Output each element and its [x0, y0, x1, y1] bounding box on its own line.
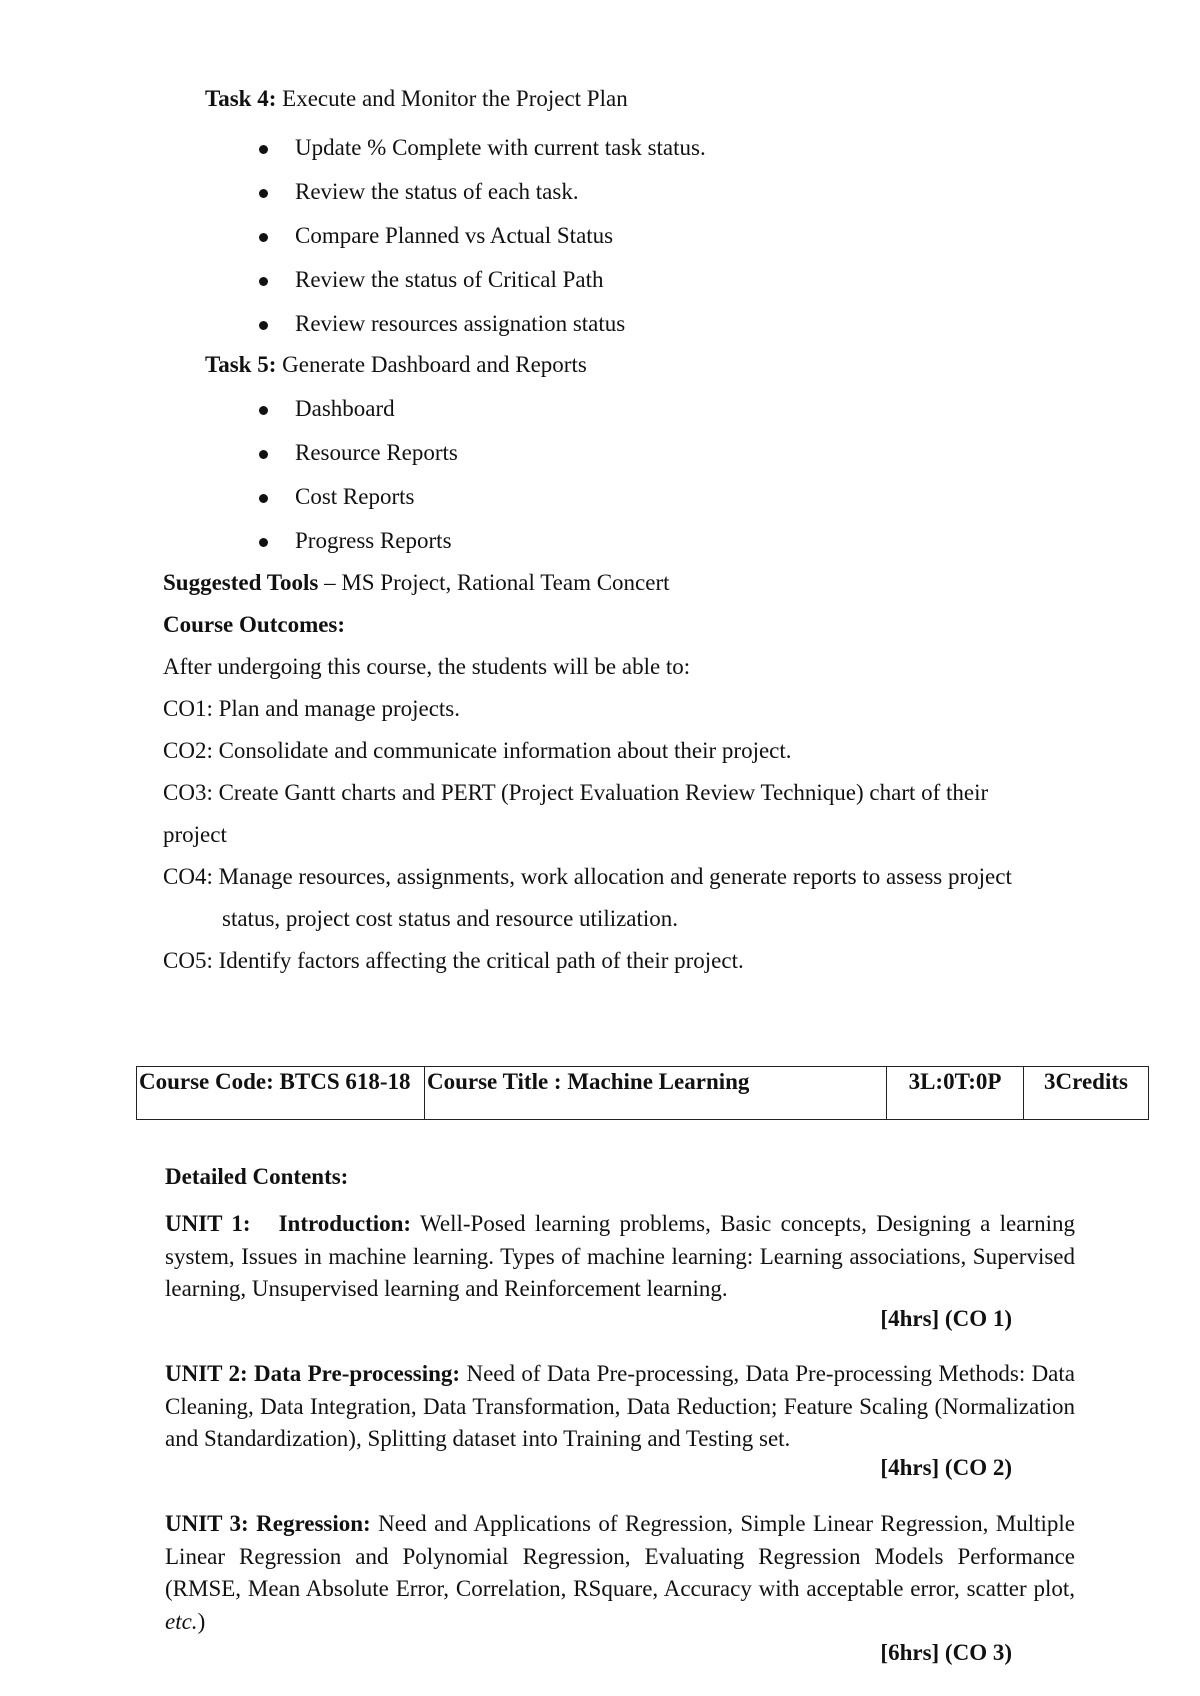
task5-list: [295, 387, 458, 563]
outcome-co3-line1: CO3: Create Gantt charts and PERT (Project Evaluation Review Technique) chart of their: [163, 780, 989, 805]
task4-heading: [205, 86, 628, 112]
detailed-contents-heading: Detailed Contents:: [165, 1164, 349, 1189]
unit2-text: Need of Data Pre-processing, Data Pre-processing Methods: Data Cleaning, Data Integration, Data Transformation, Data Reduction; Feature Scaling (Normalization and Standardization), Splitting dataset into Training and Testing set.: [165, 1361, 1075, 1451]
list-item-text: Progress Reports: [295, 528, 452, 553]
list-item-text: Compare Planned vs Actual Status: [295, 223, 614, 248]
task5-label: Task 5:: [205, 352, 277, 377]
list-item-text: Resource Reports: [295, 440, 458, 465]
outcome-co2: CO2: Consolidate and communicate information about their project.: [163, 738, 792, 763]
course-ltp-cell: 3L:0T:0P: [887, 1067, 1024, 1120]
bullet-icon: [259, 145, 268, 154]
course-outcomes-heading: Course Outcomes:: [163, 612, 346, 637]
list-item-text: Dashboard: [295, 396, 395, 421]
task4-list: [295, 126, 706, 346]
unit1-hours-tag: [4hrs] (CO 1): [880, 1306, 1012, 1331]
bullet-icon: [259, 538, 268, 547]
task5-heading: [205, 352, 587, 378]
unit3-hours-tag: [6hrs] (CO 3): [880, 1640, 1012, 1665]
unit3-title: Regression:: [256, 1511, 371, 1536]
list-item-text: Review the status of each task.: [295, 179, 579, 204]
outcome-co4-line2: status, project cost status and resource utilization.: [222, 906, 679, 931]
suggested-tools-label: Suggested Tools: [163, 570, 319, 595]
unit2-label: UNIT 2:: [165, 1361, 248, 1386]
bullet-icon: [259, 406, 268, 415]
unit3-label: UNIT 3:: [165, 1511, 249, 1536]
list-item: [295, 387, 458, 431]
unit3-paragraph: [165, 1508, 1075, 1638]
list-item: [295, 302, 706, 346]
list-item: [295, 170, 706, 214]
list-item-text: Review the status of Critical Path: [295, 267, 604, 292]
unit1-label: UNIT 1:: [165, 1211, 251, 1236]
unit2-hours-tag: [4hrs] (CO 2): [880, 1455, 1012, 1480]
unit1-text: Well-Posed learning problems, Basic concepts, Designing a learning system, Issues in machine learning. Types of machine learning: Learning associations, Supervised learning, Unsupervised learning and Reinforcement learning.: [165, 1211, 1075, 1301]
outcome-co3-line2: project: [163, 822, 227, 847]
bullet-icon: [259, 494, 268, 503]
task4-title: Execute and Monitor the Project Plan: [282, 86, 628, 111]
unit3-text-italic: etc.: [165, 1608, 198, 1634]
list-item-text: Cost Reports: [295, 484, 415, 509]
unit2-title: Data Pre-processing:: [254, 1361, 461, 1386]
outcome-co4-line1: CO4: Manage resources, assignments, work allocation and generate reports to assess project: [163, 864, 1012, 889]
outcome-co5: CO5: Identify factors affecting the critical path of their project.: [163, 948, 744, 973]
course-credits-cell: 3Credits: [1024, 1067, 1149, 1120]
bullet-icon: [259, 321, 268, 330]
task4-label: Task 4:: [205, 86, 277, 111]
list-item: [295, 431, 458, 475]
outcome-co1: CO1: Plan and manage projects.: [163, 696, 461, 721]
course-title-cell: Course Title : Machine Learning: [425, 1067, 887, 1120]
bullet-icon: [259, 277, 268, 286]
unit2-paragraph: [165, 1358, 1075, 1456]
suggested-tools: [163, 570, 670, 596]
course-code-cell: Course Code: BTCS 618-18: [137, 1067, 425, 1120]
list-item: [295, 258, 706, 302]
list-item: [295, 214, 706, 258]
bullet-icon: [259, 450, 268, 459]
list-item: [295, 475, 458, 519]
unit3-text: Need and Applications of Regression, Simple Linear Regression, Multiple Linear Regression and Polynomial Regression, Evaluating Regression Models Performance (RMSE, Mean Absolute Error, Correlation, RSquare, Accuracy with acceptable error, scatter plot,: [165, 1511, 1076, 1601]
bullet-icon: [259, 189, 268, 198]
unit1-paragraph: [165, 1208, 1075, 1306]
suggested-tools-text: – MS Project, Rational Team Concert: [318, 570, 670, 595]
unit3-text-end: ): [197, 1608, 206, 1634]
list-item: [295, 519, 458, 563]
course-header-table: [136, 1066, 1149, 1120]
list-item-text: Review resources assignation status: [295, 311, 626, 336]
bullet-icon: [259, 233, 268, 242]
list-item: [295, 126, 706, 170]
list-item-text: Update % Complete with current task status.: [295, 135, 706, 160]
unit1-title: Introduction:: [278, 1211, 412, 1236]
outcomes-intro: After undergoing this course, the students will be able to:: [163, 654, 691, 679]
task5-title: Generate Dashboard and Reports: [282, 352, 587, 377]
